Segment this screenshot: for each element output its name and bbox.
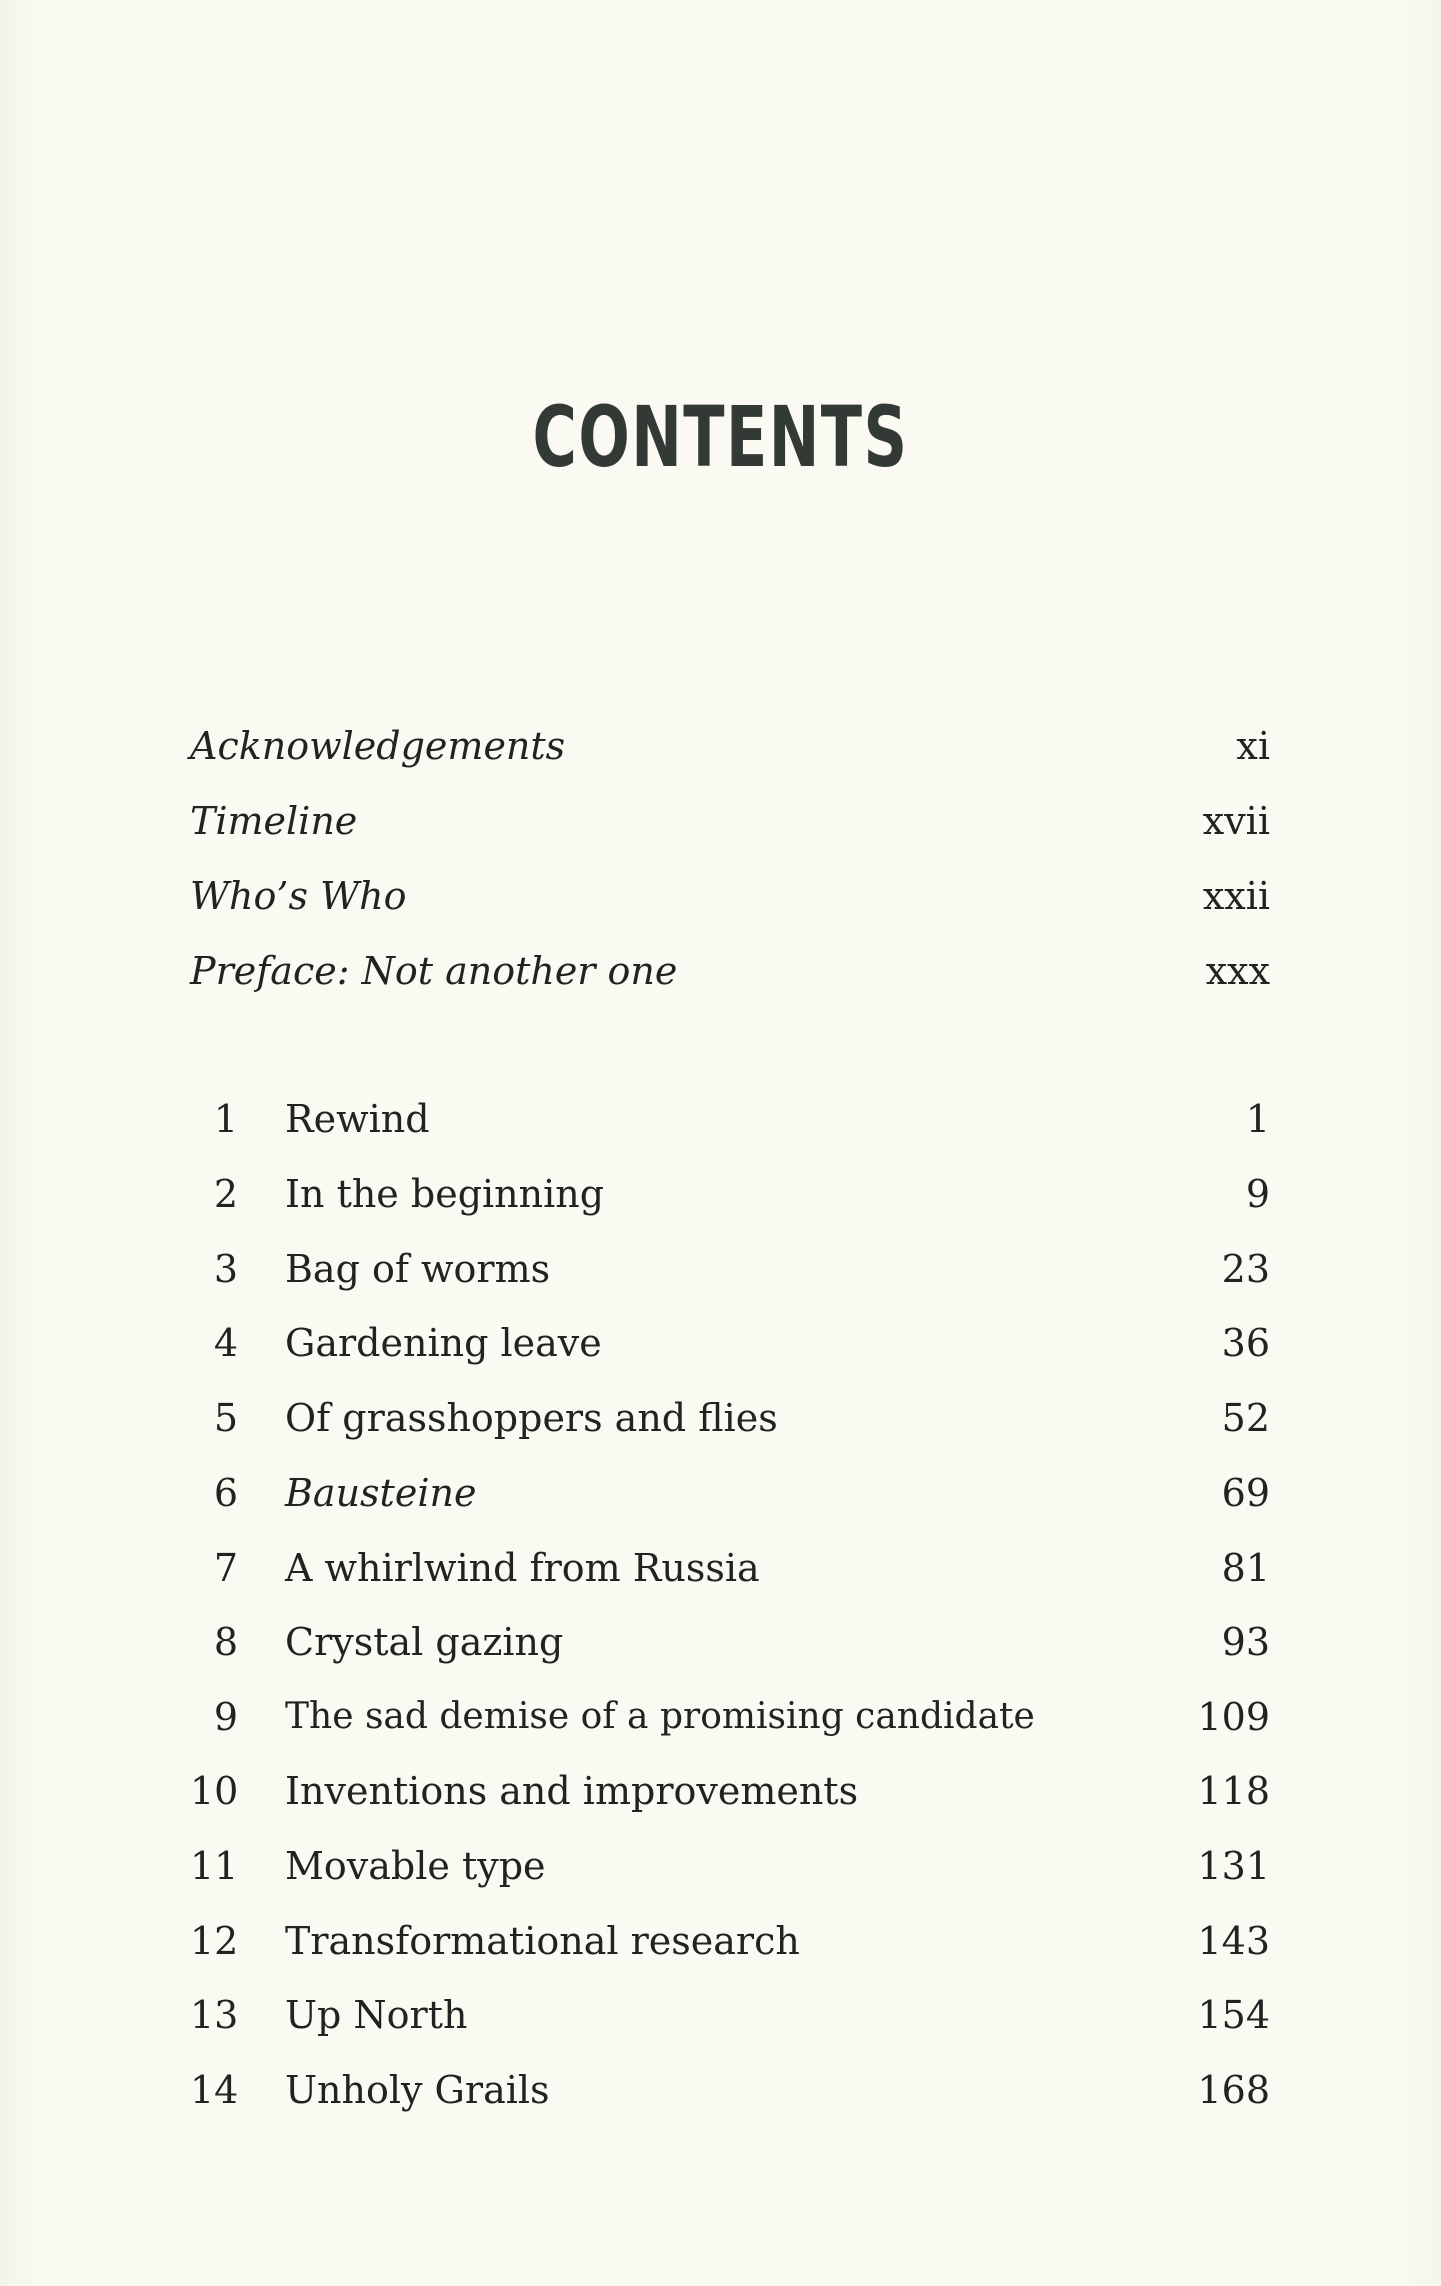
chapter-page: 69	[1221, 1471, 1270, 1515]
toc-chapter	[190, 2060, 1270, 2120]
chapter-title: Unholy Grails	[285, 2068, 550, 2112]
chapter-page: 23	[1221, 1247, 1270, 1291]
chapter-number: 6	[213, 1471, 238, 1515]
chapter-number: 5	[213, 1396, 238, 1440]
chapter-title: In the beginning	[285, 1172, 605, 1216]
toc-entry-label: Acknowledgements	[190, 724, 566, 768]
toc-entry-acknowledgements	[190, 716, 1270, 776]
toc-entry-timeline	[190, 791, 1270, 851]
chapter-number: 9	[213, 1695, 238, 1739]
toc-entry-label: Timeline	[190, 799, 358, 843]
chapter-page: 81	[1221, 1546, 1270, 1590]
chapter-title: Bag of worms	[285, 1247, 551, 1291]
chapter-number: 12	[190, 1919, 239, 1963]
chapter-title: Crystal gazing	[285, 1620, 564, 1664]
toc-chapter	[190, 1985, 1270, 2045]
toc-entry-page: xxx	[1205, 949, 1270, 993]
toc-chapter	[190, 1463, 1270, 1523]
chapter-title: A whirlwind from Russia	[285, 1546, 760, 1590]
toc-chapter	[190, 1911, 1270, 1971]
toc-chapter	[190, 1687, 1270, 1747]
chapter-page: 154	[1197, 1993, 1270, 2037]
toc-entry-label: Who’s Who	[190, 874, 407, 918]
chapter-number: 4	[213, 1321, 238, 1365]
page-title: CONTENTS	[532, 388, 909, 486]
chapter-page: 168	[1197, 2068, 1270, 2112]
toc-entry-label: Preface: Not another one	[190, 949, 678, 993]
toc-chapter	[190, 1612, 1270, 1672]
chapter-page: 118	[1197, 1769, 1270, 1813]
chapter-title: Movable type	[285, 1844, 546, 1888]
chapter-page: 9	[1245, 1172, 1270, 1216]
toc-chapter	[190, 1761, 1270, 1821]
chapter-page: 143	[1197, 1919, 1270, 1963]
chapter-page: 36	[1221, 1321, 1270, 1365]
chapter-title: Transformational research	[285, 1919, 800, 1963]
chapter-number: 14	[190, 2068, 239, 2112]
toc-chapter	[190, 1836, 1270, 1896]
chapter-page: 52	[1221, 1396, 1270, 1440]
chapter-page: 109	[1197, 1695, 1270, 1739]
chapter-page: 131	[1197, 1844, 1270, 1888]
chapter-number: 2	[213, 1172, 238, 1216]
toc-entry-page: xxii	[1202, 874, 1270, 918]
toc-chapter	[190, 1313, 1270, 1373]
chapter-title: The sad demise of a promising candidate	[285, 1696, 1035, 1737]
toc-chapter	[190, 1089, 1270, 1149]
toc-entry-whos-who	[190, 866, 1270, 926]
chapter-title: Of grasshoppers and flies	[285, 1396, 778, 1440]
chapter-number: 1	[213, 1097, 238, 1141]
chapter-number: 3	[213, 1247, 238, 1291]
toc-chapter	[190, 1164, 1270, 1224]
chapter-title: Gardening leave	[285, 1321, 602, 1365]
chapter-page: 93	[1221, 1620, 1270, 1664]
chapter-title: Rewind	[285, 1097, 430, 1141]
chapter-number: 8	[213, 1620, 238, 1664]
toc-entry-page: xi	[1236, 724, 1270, 768]
toc-entry-preface	[190, 941, 1270, 1001]
chapter-number: 7	[213, 1546, 238, 1590]
chapter-number: 11	[190, 1844, 239, 1888]
chapter-title: Inventions and improvements	[285, 1769, 859, 1813]
chapter-number: 10	[190, 1769, 239, 1813]
toc-chapter	[190, 1239, 1270, 1299]
chapter-title: Up North	[285, 1993, 468, 2037]
chapter-page: 1	[1245, 1097, 1270, 1141]
chapter-title: Bausteine	[285, 1471, 477, 1515]
toc-chapter	[190, 1538, 1270, 1598]
chapter-number: 13	[190, 1993, 239, 2037]
toc-chapter	[190, 1388, 1270, 1448]
toc-entry-page: xvii	[1202, 799, 1270, 843]
